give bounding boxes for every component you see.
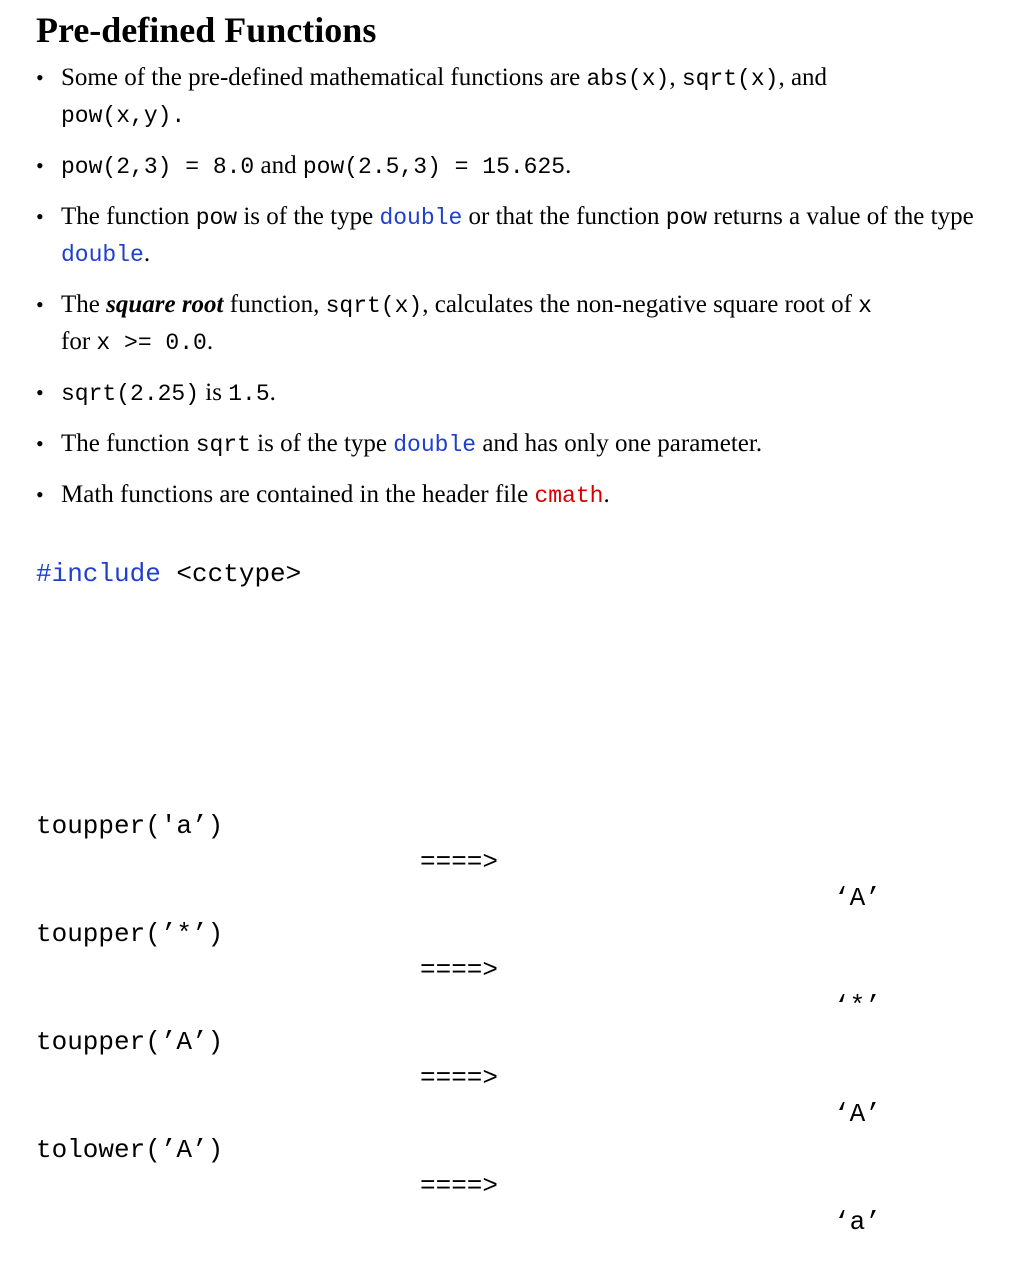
code-pow-example-1: pow(2,3) = 8.0 <box>61 154 255 180</box>
bullet-text: is of the type <box>250 430 394 457</box>
bullet-text: Some of the pre-defined mathematical functions are <box>61 64 587 91</box>
code-double-keyword: double <box>61 242 144 268</box>
code-pow: pow(x,y). <box>61 103 186 129</box>
code-row <box>36 1096 881 1237</box>
code-result: ‘a’ <box>834 1207 881 1237</box>
code-sqrt: sqrt(x) <box>681 66 779 92</box>
code-row <box>36 988 881 1129</box>
bullet-text: for <box>61 328 97 355</box>
code-abs: abs(x) <box>586 66 670 92</box>
bullet-dot-icon: • <box>36 65 44 90</box>
bullet-text: . <box>143 240 151 267</box>
code-call: tolower(’A’) <box>36 1135 224 1165</box>
bullet-text: function, <box>223 291 326 318</box>
bullet-dot-icon: • <box>36 380 44 405</box>
code-result: ‘A’ <box>834 883 881 913</box>
code-sqrt-example: sqrt(2.25) <box>61 381 200 407</box>
bullet-pow-type <box>36 199 996 273</box>
code-call: toupper(’A’) <box>36 1027 224 1057</box>
emphasis-square-root: square root <box>106 291 224 318</box>
bullet-text: The function <box>61 430 196 457</box>
bullet-text: is of the type <box>237 203 380 230</box>
bullet-text: The <box>61 291 107 318</box>
code-pow-example-2: pow(2.5,3) = 15.625 <box>302 154 566 180</box>
bullet-text: or that the function <box>462 203 666 230</box>
bullet-text: , calculates the non-negative square root of <box>422 291 859 318</box>
code-condition: x >= 0.0 <box>96 330 207 356</box>
bullet-text: is <box>199 379 229 406</box>
code-include-header: <cctype> <box>160 559 302 589</box>
bullet-text: The function <box>61 203 196 230</box>
bullet-text: and <box>254 152 303 179</box>
bullet-text: Math functions are contained in the header file <box>61 481 535 508</box>
code-arrow: ====> <box>420 955 499 985</box>
code-sqrt: sqrt <box>195 432 251 458</box>
code-arrow: ====> <box>420 1063 499 1093</box>
page-title: Pre-defined Functions <box>36 10 377 50</box>
bullet-sqrt-example <box>36 375 996 412</box>
code-pow: pow <box>665 205 708 231</box>
bullet-text: . <box>269 379 276 406</box>
code-result: ‘A’ <box>834 1099 881 1129</box>
code-pow: pow <box>195 205 238 231</box>
code-call: toupper('a’) <box>36 811 224 841</box>
code-result: 1.5 <box>228 381 270 407</box>
bullet-cmath <box>36 477 996 514</box>
code-call: toupper(’*’) <box>36 919 224 949</box>
code-row <box>36 772 881 913</box>
code-row <box>36 880 881 1021</box>
code-arrow: ====> <box>420 1171 499 1201</box>
bullet-square-root <box>36 287 996 361</box>
code-result: ‘*’ <box>834 991 881 1021</box>
bullet-text: . <box>206 328 214 355</box>
code-arrow: ====> <box>420 847 499 877</box>
bullet-text: . <box>603 481 610 508</box>
bullet-text: . <box>565 152 572 179</box>
bullet-list <box>36 60 996 528</box>
bullet-text: , and <box>778 64 828 91</box>
bullet-dot-icon: • <box>36 204 44 229</box>
bullet-sqrt-type <box>36 426 996 463</box>
bullet-text: returns a value of the type <box>707 203 974 230</box>
code-sqrt: sqrt(x) <box>325 293 423 319</box>
code-x: x <box>858 293 872 319</box>
bullet-text: and has only one parameter. <box>476 430 763 457</box>
code-double-keyword: double <box>379 205 463 231</box>
code-include-line <box>36 556 302 592</box>
bullet-dot-icon: • <box>36 292 44 317</box>
bullet-dot-icon: • <box>36 482 44 507</box>
bullet-pow-examples <box>36 148 996 185</box>
code-include-keyword: #include <box>36 559 161 589</box>
code-cmath-header: cmath <box>534 483 604 509</box>
bullet-dot-icon: • <box>36 431 44 456</box>
bullet-text: , <box>669 64 682 91</box>
code-blank-line <box>36 664 130 700</box>
bullet-dot-icon: • <box>36 153 44 178</box>
code-double-keyword: double <box>393 432 477 458</box>
bullet-math-functions <box>36 60 996 134</box>
